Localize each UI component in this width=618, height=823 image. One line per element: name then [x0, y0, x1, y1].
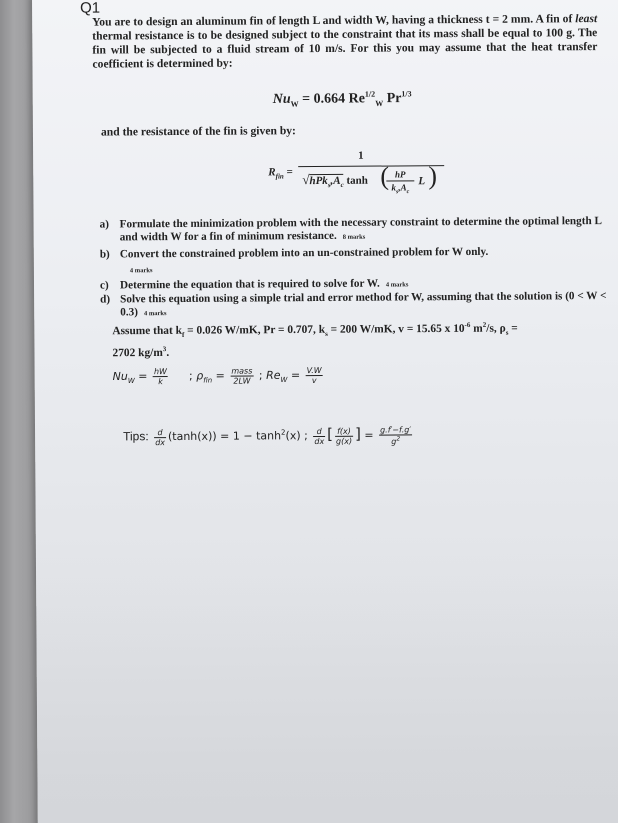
rho-fraction: [230, 366, 253, 385]
rho-symbol: ρ: [196, 369, 204, 383]
nuw-sub: W: [127, 376, 135, 386]
inner-denominator: $k_s,A_c$: [391, 182, 410, 196]
tips-tanh-sup: 2: [280, 428, 286, 437]
nuw-equals: =: [134, 369, 152, 383]
tips-tanh-end: (x): [285, 429, 301, 443]
inner-k-sub: s: [395, 189, 399, 196]
tips-g-sup: 2: [396, 435, 401, 443]
item-a-marks: 8 marks: [342, 233, 366, 241]
inner-fraction-bar: [386, 180, 414, 181]
right-paren: ): [428, 161, 438, 191]
question-label: Q1: [80, 0, 101, 17]
tips-derivative-1: [154, 428, 166, 447]
tips-f: f(x): [335, 426, 353, 436]
tips-derivative-2: [313, 426, 325, 445]
inner-l: L: [418, 175, 426, 188]
item-b: [100, 245, 610, 262]
rho-sub: s: [505, 328, 509, 337]
resistance-label: and the resistance of the fin is given by:: [100, 124, 296, 139]
fraction-bar: [298, 165, 444, 167]
intro-part-1: You are to design an aluminum fin of length L and width W, having a thickness t = 2 mm. A fin of: [92, 12, 576, 29]
tips-g-den: g: [391, 436, 397, 446]
assume-6: =: [508, 322, 518, 335]
nuw-den: k: [158, 377, 163, 387]
kf-sub: f: [181, 331, 185, 340]
sqrt-content: $hPk_s,A_c$: [309, 174, 344, 190]
tips-label: Tips:: [123, 429, 149, 444]
nu-subscript: W: [290, 99, 299, 109]
assume-3: = 200 W/mK, v = 15.65 x 10: [327, 322, 465, 336]
m3-sup: 3: [162, 345, 167, 354]
tips-sep: ;: [300, 429, 312, 443]
pr-superscript: 1/3: [401, 89, 412, 99]
rew-fraction: [306, 366, 323, 385]
assume-8: .: [166, 346, 170, 359]
nu-symbol: Nu: [272, 91, 291, 107]
fin-resistance-equation: [268, 149, 448, 208]
assume-7: 2702 kg/m: [112, 346, 163, 360]
rho-equals: =: [212, 369, 229, 383]
inner-a-sub: c: [406, 189, 410, 196]
tips-d-2: d: [313, 426, 325, 436]
item-b-text: Convert the constrained problem into an un-constrained problem for W only.: [119, 245, 489, 261]
ac-subscript: c: [340, 181, 344, 190]
r-equals: =: [283, 166, 293, 179]
r-denominator: [302, 172, 368, 190]
inner-a: A: [400, 182, 407, 193]
tips-rhs-den: [379, 435, 412, 446]
item-a-letter: a): [99, 218, 109, 231]
formula-line: [113, 366, 325, 386]
tips-bracket-left: [: [327, 424, 334, 443]
item-a: [100, 215, 610, 246]
tips-bracket-right: ]: [354, 424, 361, 443]
tips-tanh-expr: (tanh(x)) = 1 − tanh: [167, 429, 282, 444]
item-d-body: Solve this equation using a simple trial and error method for W, assuming that the solution is (0 < W < 0.3): [120, 289, 607, 319]
r-fin-lhs: [268, 166, 293, 180]
nuw-num: hW: [153, 367, 167, 377]
rew-equals: =: [287, 368, 304, 382]
question-intro: [92, 12, 597, 72]
rho-fin-sub: fin: [203, 376, 213, 385]
rew-sub: W: [280, 375, 288, 384]
tips-fg-fraction: [335, 426, 353, 445]
tips-d-1: d: [154, 428, 166, 438]
pr-symbol: Pr: [383, 91, 402, 107]
item-b-marks: 4 marks: [129, 267, 153, 275]
paper-sheet: [32, 0, 618, 823]
inner-k: k: [391, 182, 396, 193]
sqrt-symbol: √: [302, 172, 310, 188]
nu-coefficient: = 0.664 Re: [298, 91, 365, 107]
tanh-term: tanh: [343, 174, 368, 187]
tips-quotient-rule: [379, 425, 412, 446]
item-d: [100, 290, 610, 321]
sep-1: ;: [185, 369, 197, 383]
sep-2: ;: [255, 368, 267, 382]
hpk-term: hPk: [309, 174, 328, 188]
tips-equals: =: [360, 428, 378, 442]
intro-emphasis: least: [575, 12, 598, 26]
inner-numerator: hP: [394, 169, 406, 180]
assume-1: Assume that k: [112, 324, 183, 338]
m2-sup: 2: [482, 320, 487, 329]
exp-sup: -6: [464, 320, 471, 329]
ks-sub: s: [325, 330, 328, 339]
rew-num: V.W: [306, 365, 322, 376]
item-d-letter: d): [100, 293, 111, 306]
item-a-body: Formulate the minimization problem with the necessary constraint to determine the optimal length L and width W for a fin of minimum resistance.: [119, 215, 602, 244]
tips-line: [123, 424, 414, 447]
item-c-body: Determine the equation that is required to solve for W.: [119, 277, 380, 292]
item-c-letter: c): [99, 279, 109, 292]
nusselt-equation: [273, 89, 412, 108]
inner-fraction: [386, 169, 414, 195]
nuw-symbol: Nu: [112, 369, 128, 383]
r-numerator: 1: [358, 149, 364, 162]
re-superscript: 1/2: [364, 89, 376, 99]
item-c-marks: 4 marks: [385, 281, 409, 289]
ks-subscript: s: [327, 181, 331, 190]
assume-5: /s, ρ: [486, 322, 506, 335]
re-subscript: W: [375, 99, 384, 109]
tips-rhs-num: g.f′−f.g′: [380, 425, 412, 435]
tips-g: g(x): [335, 436, 353, 446]
rew-den: v: [311, 376, 317, 386]
item-d-text: [120, 290, 610, 320]
item-b-letter: b): [99, 248, 110, 261]
rho-den: 2LW: [233, 376, 251, 386]
ac-term: A: [333, 174, 341, 187]
r-symbol: R: [268, 166, 276, 179]
assumptions: [112, 317, 602, 360]
assume-2: = 0.026 W/mK, Pr = 0.707, k: [184, 323, 326, 337]
item-d-marks: 4 marks: [143, 310, 167, 318]
tips-dx-2: dx: [314, 436, 325, 446]
question-items: [100, 215, 611, 324]
tips-dx-1: dx: [155, 437, 166, 447]
nuw-fraction: [153, 367, 168, 386]
assume-4: m: [470, 322, 483, 335]
item-a-text: [120, 215, 610, 245]
intro-part-2: thermal resistance is to be designed subject to the constraint that its mass shall be equal to 100 g. The fin will be subjected to a fluid stream of 10 m/s. For this you may assume that the heat transfer coefficient is determined by:: [92, 26, 598, 71]
lighting-fade: [36, 552, 618, 823]
rho-num: mass: [231, 366, 253, 376]
r-subscript: fin: [275, 172, 284, 181]
rew-symbol: Re: [266, 368, 281, 382]
left-paren: (: [380, 161, 390, 191]
